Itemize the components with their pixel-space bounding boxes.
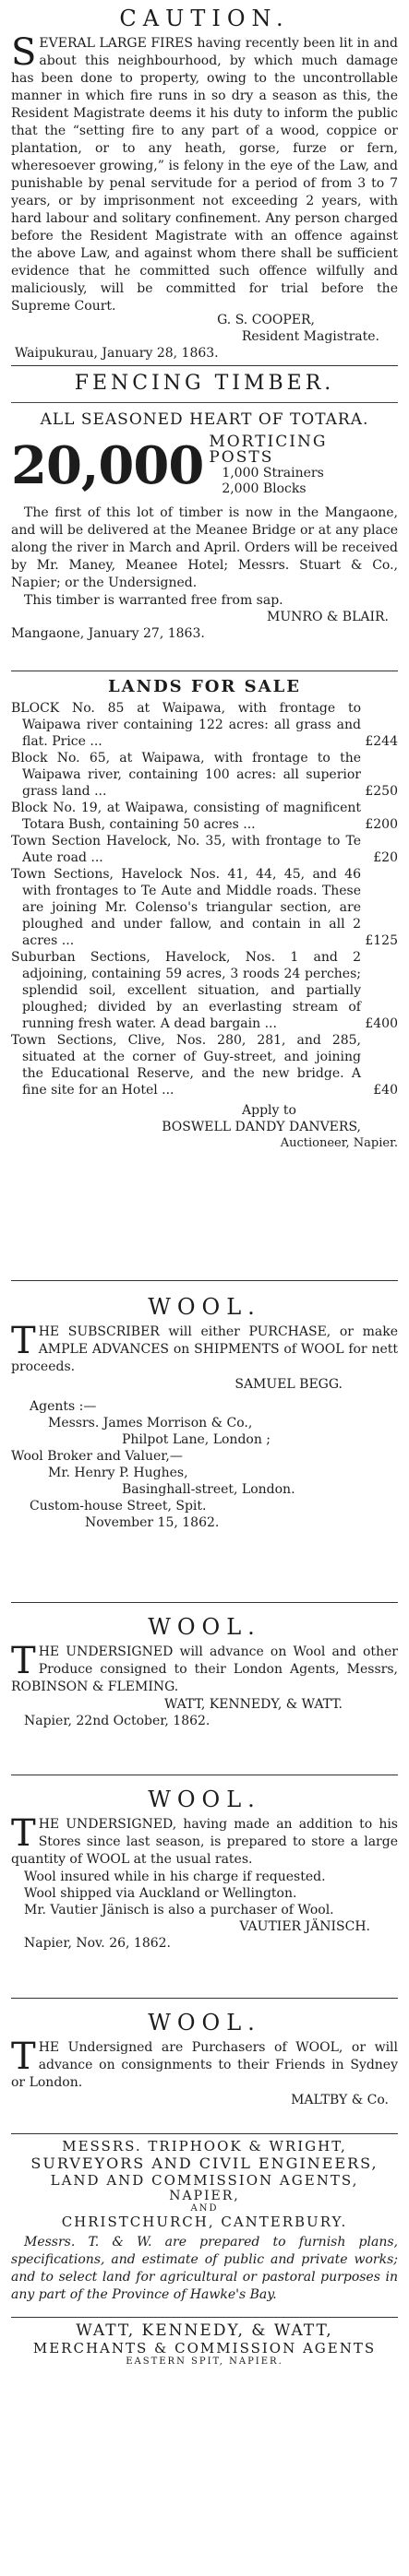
land-lot: [11, 949, 398, 1032]
firm-profession: SURVEYORS AND CIVIL ENGINEERS,: [30, 2155, 379, 2172]
land-lot-description: Suburban Sections, Havelock, Nos. 1 and 2 adjoining, containing 59 acres, 3 roods 24 perches; splendid soil, excellent situation, and partially ploughed; divided by an everlasting stream of running fresh water. A dead bargain ...: [11, 950, 361, 1031]
fencing-dateline: Mangaone, January 27, 1863.: [11, 626, 205, 641]
land-lot-price: £200: [365, 817, 398, 832]
quantity-list: MORTICING POSTS 1,000 Strainers 2,000 Blocks: [209, 433, 328, 496]
fencing-quantity: [11, 434, 398, 497]
land-lot-price: £40: [373, 1083, 398, 1098]
divider: [11, 1280, 398, 1281]
land-lot-description: Town Sections, Clive, Nos. 280, 281, and 285, situated at the corner of Guy-street, and joining the Educational Reserve, and the new bridge. A fine site for an Hotel ...: [11, 1033, 361, 1098]
land-lot-price: £125: [365, 933, 398, 948]
firm-city: NAPIER,: [169, 2189, 240, 2203]
wool-signature: MALTBY & Co.: [291, 2093, 389, 2107]
wool-heading: WOOL.: [148, 1614, 261, 1640]
fencing-warranty: This timber is warranted free from sap.: [24, 593, 283, 608]
newspaper-column: [0, 6, 409, 2367]
land-lot-description: Block No. 19, at Waipawa, consisting of magnificent Totara Bush, containing 50 acres ...: [11, 801, 361, 832]
wool-dateline: Napier, Nov. 26, 1862.: [24, 1936, 171, 1951]
firm-and: AND: [190, 2203, 219, 2214]
wool-ad-watt: [11, 1614, 398, 1771]
fencing-timber-ad: [11, 372, 398, 667]
firm-name: WATT, KENNEDY, & WATT,: [76, 2321, 333, 2340]
divider: [11, 365, 398, 366]
firm-city-2: CHRISTCHURCH, CANTERBURY.: [61, 2214, 348, 2230]
land-lot-price: £20: [373, 850, 398, 865]
wool-signature: VAUTIER JÄNISCH.: [239, 1919, 370, 1934]
fencing-subhead: ALL SEASONED HEART OF TOTARA.: [40, 410, 369, 429]
land-lot: [11, 833, 398, 866]
drop-cap: S: [11, 31, 37, 74]
divider: [11, 2317, 398, 2318]
land-lot-price: £244: [365, 734, 398, 749]
lands-lot-list: [11, 700, 398, 1098]
land-lot: [11, 800, 398, 833]
caution-body: SEVERAL LARGE FIRES having recently been lit in and about this neighbourhood, by which much damage has been done to property, owing to the uncontrollable manner in which fire runs in so dry a season as this, the Resident Magistrate deems it his duty to inform the public that the “setting fire to any part of a wood, coppice or plantation, or to any heath, gorse, furze or fern, wheresoever growing,” is felony in the eye of the Law, and punishable by penal servitude for a period of from 3 to 7 years, or by imprisonment not exceeding 2 years, with hard labour and solitary confinement. Any person charged before the Resident Magistrate with an offence against the above Law, and against whom there shall be sufficient evidence that he committed such offence wilfully and maliciously, will be committed for trial before the Supreme Court.: [11, 31, 398, 314]
wool-agents-label: Agents :—: [30, 1399, 97, 1414]
fencing-body: The first of this lot of timber is now in the Mangaone, and will be delivered at the Meanee Bridge or at any place along the river in March and April. Orders will be received by Mr. Maney, Meanee Hotel; Messrs. Stuart & Co., Napier; or the Undersigned.: [11, 505, 398, 590]
lands-heading: LANDS FOR SALE: [108, 677, 301, 696]
caution-notice: [11, 6, 398, 362]
wool-line: Wool shipped via Auckland or Wellington.: [24, 1886, 297, 1901]
wool-broker-address: Basinghall-street, London.: [122, 1482, 295, 1497]
wool-signature: WATT, KENNEDY, & WATT.: [163, 1697, 343, 1712]
wool-ad-maltby: [11, 2010, 398, 2130]
lands-apply: Apply to: [242, 1103, 296, 1118]
wool-body: THE SUBSCRIBER will either PURCHASE, or make AMPLE ADVANCES on SHIPMENTS of WOOL for nett proceeds.: [11, 1320, 398, 1374]
wool-body: THE UNDERSIGNED will advance on Wool and other Produce consigned to their London Agents, Messrs, ROBINSON & FLEMING.: [11, 1640, 398, 1694]
lands-for-sale-ad: [11, 677, 398, 1276]
caution-title: Resident Magistrate.: [241, 329, 379, 344]
fencing-signature: MUNRO & BLAIR.: [267, 610, 389, 624]
wool-broker: Wool Broker and Valuer,—: [11, 1449, 183, 1464]
divider: [11, 1602, 398, 1603]
land-lot-description: BLOCK No. 85 at Waipawa, with frontage to Waipawa river containing 122 acres: all grass and flat. Price ...: [11, 701, 361, 749]
land-lot-price: £250: [365, 784, 398, 799]
wool-body: THE UNDERSIGNED, having made an addition to his Stores since last season, is prepared to store a large quantity of WOOL at the usual rates.: [11, 1812, 398, 1867]
wool-ad-begg: [11, 1294, 398, 1598]
wool-agent-address: Philpot Lane, London ;: [122, 1432, 271, 1447]
land-lot-price: £400: [365, 1016, 398, 1031]
land-lot-description: Town Section Havelock, No. 35, with frontage to Te Aute road ...: [11, 834, 361, 865]
firm-body: Messrs. T. & W. are prepared to furnish plans, specifications, and estimate of public and private works; and to select land for agricultural or pastoral purposes in any part of the Province of Hawke's Bay.: [11, 2235, 398, 2302]
wool-heading: WOOL.: [148, 1787, 261, 1812]
caution-heading: CAUTION.: [119, 6, 290, 31]
wool-agent: Messrs. James Morrison & Co.,: [48, 1416, 253, 1430]
land-lot: [11, 1032, 398, 1098]
divider: [11, 2133, 398, 2134]
caution-dateline: Waipukurau, January 28, 1863.: [15, 346, 219, 361]
caution-signature: G. S. COOPER,: [217, 313, 315, 327]
watt-kennedy-ad: [11, 2321, 398, 2367]
land-lot: [11, 700, 398, 750]
firm-business: MERCHANTS & COMMISSION AGENTS: [32, 2340, 377, 2356]
lands-title: Auctioneer, Napier.: [280, 1136, 398, 1150]
wool-broker-name: Mr. Henry P. Hughes,: [48, 1466, 188, 1480]
wool-date: November 15, 1862.: [85, 1515, 220, 1530]
divider: [11, 402, 398, 403]
firm-address: EASTERN SPIT, NAPIER.: [126, 2356, 283, 2367]
land-lot: [11, 750, 398, 800]
wool-line: Wool insured while in his charge if requested.: [24, 1870, 326, 1884]
wool-heading: WOOL.: [148, 1294, 261, 1320]
firm-name: MESSRS. TRIPHOOK & WRIGHT,: [62, 2138, 347, 2155]
divider: [11, 1998, 398, 1999]
wool-line: Mr. Vautier Jänisch is also a purchaser of Wool.: [24, 1903, 334, 1917]
firm-agents: LAND AND COMMISSION AGENTS,: [50, 2172, 359, 2189]
wool-signature: SAMUEL BEGG.: [235, 1377, 343, 1392]
triphook-wright-ad: [11, 2138, 398, 2313]
wool-heading: WOOL.: [148, 2010, 261, 2036]
lands-signature: BOSWELL DANDY DANVERS,: [162, 1120, 361, 1134]
wool-custom-house: Custom-house Street, Spit.: [30, 1499, 207, 1514]
big-number: 20,000: [11, 435, 204, 496]
fencing-heading: FENCING TIMBER.: [74, 372, 335, 395]
land-lot: [11, 866, 398, 949]
land-lot-description: Town Sections, Havelock Nos. 41, 44, 45, and 46 with frontages to Te Aute and Middle roads. These are joining Mr. Colenso's triangular section, are ploughed and under fallow, and contain in all 2 acres ...: [11, 867, 361, 948]
land-lot-description: Block No. 65, at Waipawa, with frontage to the Waipawa river, containing 100 acres: all superior grass land ...: [11, 751, 361, 799]
wool-body: THE Undersigned are Purchasers of WOOL, or will advance on consignments to their Friends in Sydney or London.: [11, 2036, 398, 2090]
wool-ad-janisch: [11, 1787, 398, 1994]
wool-dateline: Napier, 22nd October, 1862.: [24, 1714, 211, 1728]
